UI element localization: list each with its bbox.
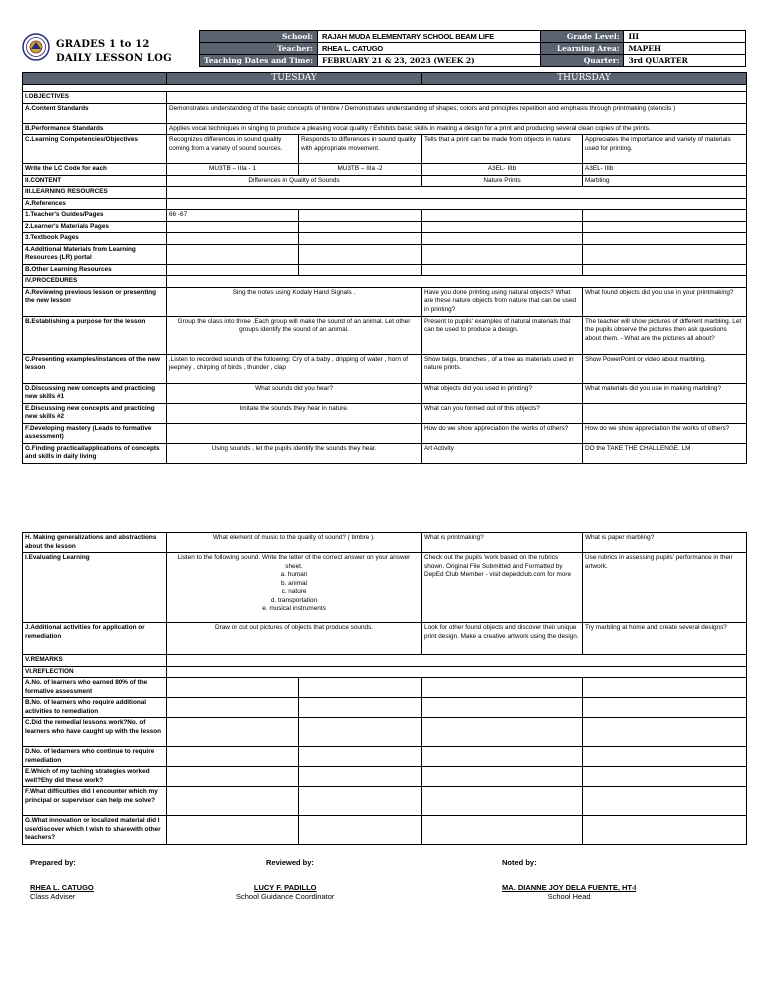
- content-label: II.CONTENT: [23, 175, 167, 187]
- empty-cell: [422, 747, 583, 767]
- additional-materials-label: 4.Additional Materials from Learning Resources (LR) portal: [23, 244, 167, 264]
- lesson-log-table-part-2: [22, 532, 747, 845]
- empty-cell: [583, 233, 747, 245]
- lc-code-2: MU3TB – IIIa -2: [299, 164, 422, 176]
- empty-cell: [299, 244, 422, 264]
- lc-code-label: Write the LC Code for each: [23, 164, 167, 176]
- review-label: A.Reviewing previous lesson or presenting the new lesson: [23, 287, 167, 316]
- applications-thursday-1: Art Activity: [422, 443, 583, 463]
- noted-by-block: [502, 858, 636, 901]
- references-label: A.References: [23, 198, 167, 210]
- reviewed-by-role: School Guidance Coordinator: [236, 892, 335, 901]
- empty-cell: [422, 210, 583, 222]
- purpose-tuesday: Group the class into three .Each group will make the sound of an animal. Let other groups identify the sound of an animal.: [167, 316, 422, 354]
- empty-cell: [167, 787, 299, 816]
- learning-area-label: Learning Area:: [541, 43, 624, 55]
- reflection-b-label: B.No. of learners who require additional activities to remediation: [23, 698, 167, 718]
- brand-title: [56, 38, 172, 66]
- applications-thursday-2: DO the TAKE THE CHALLENGE. LM: [583, 443, 747, 463]
- prepared-by-name: RHEA L. CATUGO: [30, 883, 94, 892]
- prepared-by-block: [30, 858, 94, 901]
- examples-thursday-2: Show PowerPoint or video about marbling.: [583, 354, 747, 383]
- discuss-1-thursday-1: What objects did you used in printing?: [422, 383, 583, 403]
- discuss-2-label: E.Discussing new concepts and practicing new skills #2: [23, 403, 167, 423]
- evaluating-option-e: e. musical instruments: [262, 605, 326, 612]
- procedures-empty: [167, 276, 747, 288]
- reviewed-by-name: LUCY F. PADILLO: [253, 883, 317, 892]
- empty-cell: [422, 787, 583, 816]
- day-thursday: THURSDAY: [422, 73, 747, 85]
- procedures-heading: IV.PROCEDURES: [23, 276, 167, 288]
- empty-cell: [583, 816, 747, 845]
- empty-cell: [299, 233, 422, 245]
- quarter-value: 3rd QUARTER: [624, 55, 746, 67]
- mastery-thursday-1: How do we show appreciation the works of others?: [422, 423, 583, 443]
- additional-activities-label: J.Additional activities for application or remediation: [23, 623, 167, 655]
- lc-code-3: A3EL- IIIb: [422, 164, 583, 176]
- applications-label: G.Finding practical/applications of concepts and skills in daily living: [23, 443, 167, 463]
- empty-cell: [422, 678, 583, 698]
- prepared-by-role: Class Adviser: [30, 892, 76, 901]
- empty-cell: [167, 698, 299, 718]
- empty-cell: [167, 221, 299, 233]
- empty-cell: [167, 423, 422, 443]
- empty-cell: [583, 787, 747, 816]
- empty-cell: [167, 718, 299, 747]
- purpose-thursday-1: Present to pupils' examples of natural materials that can be used to produce a design.: [422, 316, 583, 354]
- empty-cell: [299, 678, 422, 698]
- additional-activities-thursday-2: Try marbling at home and create several designs?: [583, 623, 747, 655]
- header-info-table: [199, 30, 746, 67]
- empty-cell: [167, 264, 299, 276]
- empty-cell: [422, 767, 583, 787]
- empty-cell: [583, 264, 747, 276]
- reflection-f-label: F.What difficulties did I encounter which my principal or supervisor can help me solve?: [23, 787, 167, 816]
- empty-cell: [422, 244, 583, 264]
- reflection-e-label: E.Which of my taching strategies worked well?Ehy did these work?: [23, 767, 167, 787]
- generalizations-thursday-2: What is paper marbling?: [583, 533, 747, 553]
- review-tuesday: Sing the notes using Kodaly Hand Signals .: [167, 287, 422, 316]
- content-thursday-2: Marbling: [583, 175, 747, 187]
- empty-cell: [583, 718, 747, 747]
- competency-4: Appreciates the importance and variety of materials used for printing.: [583, 135, 747, 164]
- prepared-by-label: Prepared by:: [30, 858, 76, 867]
- empty-cell: [299, 718, 422, 747]
- empty-cell: [299, 210, 422, 222]
- evaluating-thursday-2: Use rubrics in assessing pupils' performance in their artwork.: [583, 553, 747, 623]
- competency-2: Responds to differences in sound quality with appropriate movement.: [299, 135, 422, 164]
- grade-level-label: Grade Level:: [541, 31, 624, 43]
- evaluating-thursday-1: Check out the pupils 'work based on the rubrics shown. Original File Submitted and Formatted by DepEd Club Member - visit depedclub.com for more: [422, 553, 583, 623]
- purpose-label: B.Establishing a purpose for the lesson: [23, 316, 167, 354]
- examples-tuesday: .Listen to recorded sounds of the following: Cry of a baby , dripping of water , horn of jeepney , chirping of birds , thunder , clap: [167, 354, 422, 383]
- empty-cell: [422, 264, 583, 276]
- reflection-empty: [167, 666, 747, 678]
- empty-cell: [167, 233, 299, 245]
- evaluating-option-a: a. human: [280, 571, 308, 578]
- textbook-pages-label: 3.Textbook Pages: [23, 233, 167, 245]
- other-resources-label: B.Other Learning Resources: [23, 264, 167, 276]
- reflection-heading: VI.REFLECTION: [23, 666, 167, 678]
- evaluating-tuesday: [167, 553, 422, 623]
- reflection-d-label: D.No. of ledarners who continue to require remediation: [23, 747, 167, 767]
- empty-cell: [583, 698, 747, 718]
- lc-code-4: A3EL- IIIb: [583, 164, 747, 176]
- brand-line-2: DAILY LESSON LOG: [56, 53, 172, 64]
- empty-cell: [583, 678, 747, 698]
- empty-cell: [299, 767, 422, 787]
- reflection-c-label: C.Did the remedial lessons work?No. of learners who have caught up with the lesson: [23, 718, 167, 747]
- generalizations-label: H. Making generalizations and abstractions about the lesson: [23, 533, 167, 553]
- empty-cell: [299, 264, 422, 276]
- content-thursday-1: Nature Prints: [422, 175, 583, 187]
- empty-cell: [167, 678, 299, 698]
- competencies-label: C.Learning Competencies/Objectives: [23, 135, 167, 164]
- empty-cell: [422, 718, 583, 747]
- lc-code-1: MU3TB – IIIa - 1: [167, 164, 299, 176]
- empty-cell: [583, 767, 747, 787]
- evaluating-instructions: Listen to the following sound. Write the letter of the correct answer on your answer sheet.: [177, 554, 411, 570]
- empty-cell: [583, 747, 747, 767]
- remarks-label: V.REMARKS: [23, 655, 167, 667]
- day-tuesday: TUESDAY: [167, 73, 422, 85]
- discuss-1-thursday-2: What materials did you use in making marbling?: [583, 383, 747, 403]
- empty-cell: [299, 698, 422, 718]
- dates-label: Teaching Dates and Time:: [200, 55, 318, 67]
- competency-3: Tells that a print can be made from objects in nature: [422, 135, 583, 164]
- teacher-value: RHEA L. CATUGO: [318, 43, 541, 55]
- empty-cell: [422, 698, 583, 718]
- evaluating-option-b: b. animal: [281, 579, 307, 587]
- learning-resources-heading: III.LEARNING RESOURCES: [23, 187, 167, 199]
- content-standards-label: A.Content Standards: [23, 103, 167, 123]
- evaluating-option-c: c. nature: [281, 588, 307, 595]
- mastery-label: F.Developing mastery (Leads to formative assessment): [23, 423, 167, 443]
- empty-cell: [299, 221, 422, 233]
- empty-cell: [299, 747, 422, 767]
- content-tuesday: Differences in Quality of Sounds: [167, 175, 422, 187]
- additional-activities-thursday-1: Look for other found objects and discover their unique print design. Make a creative artwork using the design.: [422, 623, 583, 655]
- reviewed-by-block: [236, 858, 334, 901]
- mastery-thursday-2: How do we show appreciation the works of others?: [583, 423, 747, 443]
- learning-resources-empty: [167, 187, 747, 199]
- teachers-guide-label: 1.Teacher's Guides/Pages: [23, 210, 167, 222]
- empty-cell: [583, 403, 747, 423]
- empty-cell: [583, 221, 747, 233]
- empty-cell: [167, 767, 299, 787]
- empty-cell: [167, 816, 299, 845]
- deped-seal-icon: [22, 33, 50, 61]
- learners-materials-label: 2.Learner's Materials Pages: [23, 221, 167, 233]
- empty-cell: [167, 244, 299, 264]
- noted-by-role: School Head: [547, 892, 591, 901]
- content-standards-text: Demonstrates understanding of the basic concepts of timbre / Demonstrates understanding of shapes, colors and principles repetition and emphasis through printmaking (stencils ): [167, 103, 747, 123]
- lesson-log-table-part-1: [22, 72, 747, 464]
- remarks-empty: [167, 655, 747, 667]
- empty-cell: [583, 244, 747, 264]
- noted-by-name: MA. DIANNE JOY DELA FUENTE, HT-I: [502, 883, 637, 892]
- reviewed-by-label: Reviewed by:: [266, 858, 314, 867]
- empty-cell: [422, 233, 583, 245]
- generalizations-thursday-1: What is printmaking?: [422, 533, 583, 553]
- performance-standards-text: Applies vocal techniques in singing to produce a pleasing vocal quality / Exhibits basic skills in making a design for a print and producing several clean copies of the prints.: [167, 123, 747, 135]
- discuss-1-tuesday: What sounds did you hear?: [167, 383, 422, 403]
- learning-area-value: MAPEH: [624, 43, 746, 55]
- generalizations-tuesday: What element of music to the quality of sound? ( timbre ).: [167, 533, 422, 553]
- empty-cell: [422, 221, 583, 233]
- empty-cell: [167, 747, 299, 767]
- performance-standards-label: B.Performance Standards: [23, 123, 167, 135]
- empty-cell: [422, 816, 583, 845]
- discuss-1-label: D.Discussing new concepts and practicing new skills #1: [23, 383, 167, 403]
- quarter-label: Quarter:: [541, 55, 624, 67]
- spacer-row: [23, 85, 747, 92]
- additional-activities-tuesday: Draw or cut out pictures of objects that produce sounds.: [167, 623, 422, 655]
- school-label: School:: [200, 31, 318, 43]
- empty-cell: [299, 816, 422, 845]
- reflection-g-label: G.What innovation or localized material did I use/discover which I wish to sharewith other teachers?: [23, 816, 167, 845]
- dates-value: FEBRUARY 21 & 23, 2023 (WEEK 2): [318, 55, 541, 67]
- teacher-label: Teacher:: [200, 43, 318, 55]
- empty-cell: [299, 787, 422, 816]
- empty-cell: [583, 210, 747, 222]
- blank-header-cell: [23, 73, 167, 85]
- evaluating-option-d: d. transportation: [270, 596, 318, 604]
- evaluating-label: I.Evaluating Learning: [23, 553, 167, 623]
- objectives-empty: [167, 92, 747, 104]
- examples-label: C.Presenting examples/instances of the new lesson: [23, 354, 167, 383]
- discuss-2-thursday-1: What can you formed out of this objects?: [422, 403, 583, 423]
- review-thursday-1: Have you done printing using natural objects? What are these nature objects from nature that can be used in printing?: [422, 287, 583, 316]
- examples-thursday-1: Show twigs, branches , of a tree as materials used in nature prints.: [422, 354, 583, 383]
- reflection-a-label: A.No. of learners who earned 80% of the formative assessment: [23, 678, 167, 698]
- applications-tuesday: Using sounds , let the pupils identify the sounds they hear.: [167, 443, 422, 463]
- competency-1: Recognizes differences in sound quality coming from a variety of sound sources.: [167, 135, 299, 164]
- objectives-heading: I.OBJECTIVES: [23, 92, 167, 104]
- review-thursday-2: What found objects did you use in your printmaking?: [583, 287, 747, 316]
- references-empty: [167, 198, 747, 210]
- noted-by-label: Noted by:: [502, 858, 537, 867]
- teachers-guide-pages: 66 -67: [167, 210, 299, 222]
- brand-line-1: GRADES 1 to 12: [56, 39, 150, 50]
- school-value: RAJAH MUDA ELEMENTARY SCHOOL BEAM LIFE: [318, 31, 541, 43]
- discuss-2-tuesday: Imitate the sounds they hear in nature.: [167, 403, 422, 423]
- grade-level-value: III: [624, 31, 746, 43]
- purpose-thursday-2: The teacher will show pictures of different marbling. Let the pupils observe the pictures then ask questions about them. - What are the pictures all about?: [583, 316, 747, 354]
